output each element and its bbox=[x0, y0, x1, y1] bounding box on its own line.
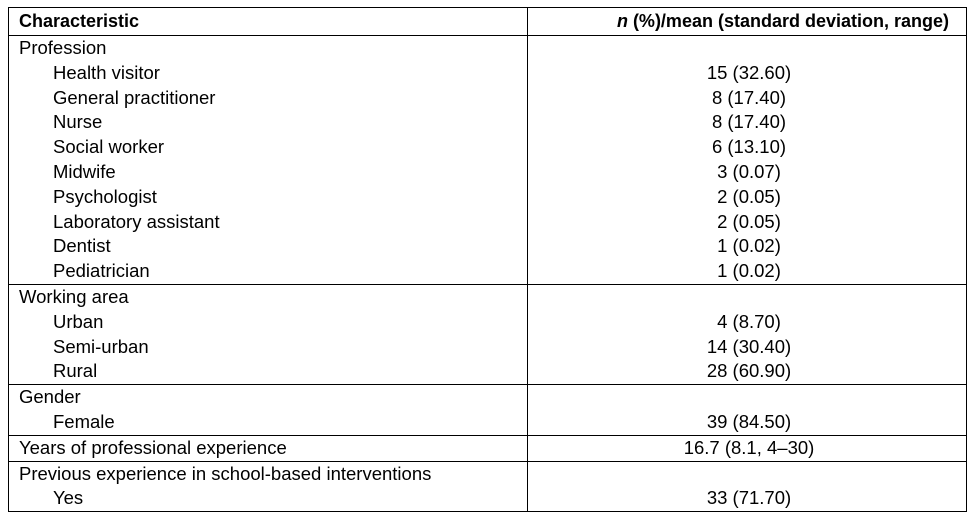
group-label: Gender bbox=[19, 386, 81, 408]
row-label: Nurse bbox=[53, 111, 103, 133]
row-value: 28 (60.90) bbox=[706, 360, 792, 382]
group-label: Previous experience in school-based interventions bbox=[19, 462, 432, 484]
group-label-cell bbox=[9, 461, 528, 512]
header-row bbox=[9, 8, 967, 36]
row-label: Yes bbox=[53, 487, 84, 509]
row-value: 8 (17.40) bbox=[711, 111, 787, 133]
group-label-cell bbox=[9, 284, 528, 384]
group-value-cell bbox=[528, 36, 967, 285]
header-characteristic: Characteristic bbox=[9, 8, 528, 36]
characteristics-table bbox=[8, 7, 967, 512]
row-value: 15 (32.60) bbox=[706, 61, 792, 83]
row-value: 2 (0.05) bbox=[717, 185, 781, 207]
group-previous-experience bbox=[9, 461, 967, 512]
header-n: n bbox=[616, 11, 628, 31]
row-label: Social worker bbox=[53, 136, 165, 158]
row-value: 14 (30.40) bbox=[706, 335, 792, 357]
group-value-cell bbox=[528, 461, 967, 512]
row-value: 1 (0.02) bbox=[717, 260, 781, 282]
header-statistic bbox=[528, 8, 967, 36]
row-label: Pediatrician bbox=[53, 260, 150, 282]
row-value: 16.7 (8.1, 4–30) bbox=[683, 436, 815, 458]
group-label-cell bbox=[9, 435, 528, 461]
row-value: 2 (0.05) bbox=[717, 210, 781, 232]
group-value-cell bbox=[528, 284, 967, 384]
row-label: Rural bbox=[53, 360, 98, 382]
group-working-area bbox=[9, 284, 967, 384]
row-value: 33 (71.70) bbox=[706, 487, 792, 509]
row-value: 8 (17.40) bbox=[711, 86, 787, 108]
row-label: Midwife bbox=[53, 160, 116, 182]
group-profession bbox=[9, 36, 967, 285]
group-years-experience bbox=[9, 435, 967, 461]
row-label: Urban bbox=[53, 310, 104, 332]
group-gender bbox=[9, 385, 967, 436]
row-label: Laboratory assistant bbox=[53, 210, 220, 232]
group-label-cell bbox=[9, 36, 528, 285]
group-label: Profession bbox=[19, 37, 107, 58]
row-label: Dentist bbox=[53, 235, 111, 257]
row-value: 39 (84.50) bbox=[706, 410, 792, 432]
row-label: Female bbox=[53, 410, 115, 432]
row-value: 1 (0.02) bbox=[717, 235, 781, 257]
row-label: Psychologist bbox=[53, 185, 157, 207]
group-value-cell bbox=[528, 385, 967, 436]
group-label: Years of professional experience bbox=[19, 436, 287, 458]
group-label-cell bbox=[9, 385, 528, 436]
row-label: Semi-urban bbox=[53, 335, 149, 357]
header-statistic-rest: (%)/mean (standard deviation, range) bbox=[627, 11, 949, 31]
row-value: 3 (0.07) bbox=[717, 160, 781, 182]
row-label: General practitioner bbox=[53, 86, 216, 108]
group-label: Working area bbox=[19, 285, 129, 307]
row-label: Health visitor bbox=[53, 61, 160, 83]
row-value: 6 (13.10) bbox=[711, 136, 787, 158]
group-value-cell bbox=[528, 435, 967, 461]
row-value: 4 (8.70) bbox=[717, 310, 781, 332]
